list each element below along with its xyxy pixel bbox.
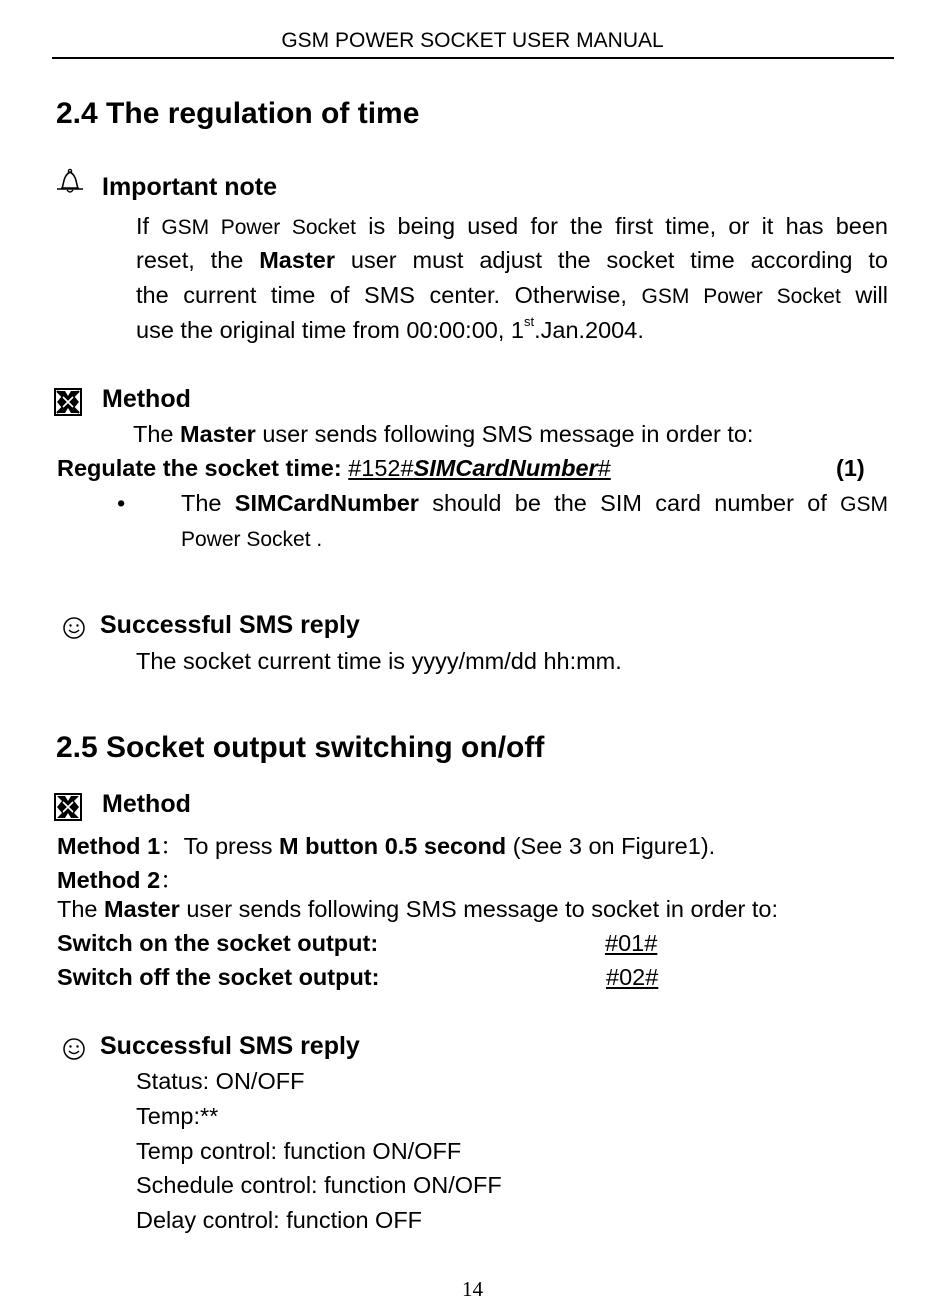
bullet-line-1: The SIMCardNumber should be the SIM card number of GSM (181, 490, 888, 516)
section-2-4-title: 2.4 The regulation of time (56, 97, 420, 130)
successful-reply-heading-2-5: Successful SMS reply (100, 1032, 360, 1060)
reply-line: Temp:** (136, 1103, 219, 1129)
important-note-heading: Important note (102, 173, 277, 201)
note-line-2: reset, the Master user must adjust the socket time according to (136, 247, 888, 273)
reply-line: Schedule control: function ON/OFF (136, 1172, 502, 1198)
reply-text-2-4: The socket current time is yyyy/mm/dd hh:mm. (136, 648, 622, 674)
regulate-command-line: Regulate the socket time: #152#SIMCardNumber# (57, 455, 611, 481)
reply-line: Status: ON/OFF (136, 1068, 305, 1094)
running-header: GSM POWER SOCKET USER MANUAL (281, 29, 664, 52)
method-1-line: Method 1：To press M button 0.5 second (See 3 on Figure1). (57, 833, 716, 859)
switch-off-label: Switch off the socket output: (57, 964, 380, 990)
switch-on-code: #01# (605, 930, 658, 956)
header-divider (52, 57, 894, 59)
section-2-5-title: 2.5 Socket output switching on/off (56, 731, 545, 764)
method-intro-2-4: The Master user sends following SMS message in order to: (133, 421, 754, 447)
method-heading-2-4: Method (102, 385, 191, 413)
note-line-4: use the original time from 00:00:00, 1st.Jan.2004. (136, 314, 644, 343)
reply-line: Delay control: function OFF (136, 1207, 423, 1233)
smiley-icon (62, 616, 86, 640)
reply-line: Temp control: function ON/OFF (136, 1138, 462, 1164)
method-icon (54, 793, 82, 821)
switch-on-label: Switch on the socket output: (57, 930, 379, 956)
method-2-line: Method 2： (57, 867, 184, 893)
switch-off-code: #02# (606, 964, 659, 990)
page-number: 14 (462, 1277, 483, 1301)
bell-icon (54, 167, 86, 197)
equation-number: (1) (836, 455, 865, 481)
bullet-icon: • (117, 490, 126, 516)
method-heading-2-5: Method (102, 790, 191, 818)
note-line-1: If GSM Power Socket is being used for the first time, or it has been (136, 213, 889, 239)
sms-command: #152#SIMCardNumber# (348, 455, 611, 481)
note-line-3: the current time of SMS center. Otherwise, GSM Power Socket will (136, 282, 888, 308)
smiley-icon (62, 1037, 86, 1061)
bullet-line-2: Power Socket . (181, 528, 323, 551)
method-intro-2-5: The Master user sends following SMS message to socket in order to: (57, 896, 779, 922)
method-icon (54, 388, 82, 416)
successful-reply-heading-2-4: Successful SMS reply (100, 611, 360, 639)
